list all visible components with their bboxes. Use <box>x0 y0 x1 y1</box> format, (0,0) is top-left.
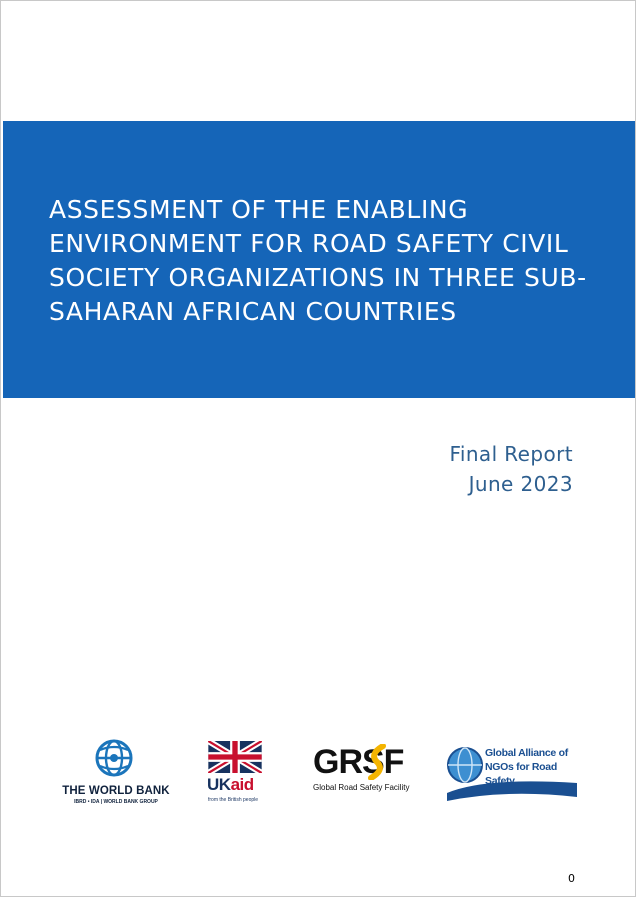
ukaid-aid: aid <box>230 775 254 794</box>
grsf-logo <box>313 743 423 805</box>
cover-title <box>49 193 589 329</box>
ukaid-logo <box>207 741 263 807</box>
world-bank-name: THE WORLD BANK <box>62 785 170 797</box>
ukaid-subtitle: from the British people <box>208 797 259 803</box>
grsf-letters: GRSF <box>313 743 404 781</box>
global-alliance-line: NGOs for Road Safety <box>485 761 557 787</box>
world-bank-globe-icon <box>94 737 134 779</box>
world-bank-subtitle: IBRD • IDA | WORLD BANK GROUP <box>74 799 158 805</box>
ukaid-uk: UK <box>207 775 231 794</box>
cover-title-line: ASSESSMENT OF THE ENABLING <box>49 195 469 224</box>
partner-logos <box>1 731 636 811</box>
cover-title-line: ENVIRONMENT FOR ROAD SAFETY CIVIL <box>49 229 569 258</box>
global-alliance-logo <box>445 741 579 805</box>
road-swoosh-icon <box>365 744 389 780</box>
report-type: Final Report <box>449 442 573 466</box>
grsf-subtitle: Global Road Safety Facility <box>313 783 410 792</box>
world-bank-logo <box>61 737 171 807</box>
ukaid-wordmark <box>207 775 254 795</box>
report-date: June 2023 <box>468 472 573 496</box>
cover-title-line: SAHARAN AFRICAN COUNTRIES <box>49 297 457 326</box>
cover-title-line: SOCIETY ORGANIZATIONS IN THREE SUB- <box>49 263 587 292</box>
global-alliance-line: Global Alliance of <box>485 747 568 759</box>
union-jack-icon <box>208 741 262 773</box>
global-alliance-name <box>485 746 579 788</box>
report-meta <box>449 439 573 499</box>
page-number: 0 <box>568 872 575 885</box>
